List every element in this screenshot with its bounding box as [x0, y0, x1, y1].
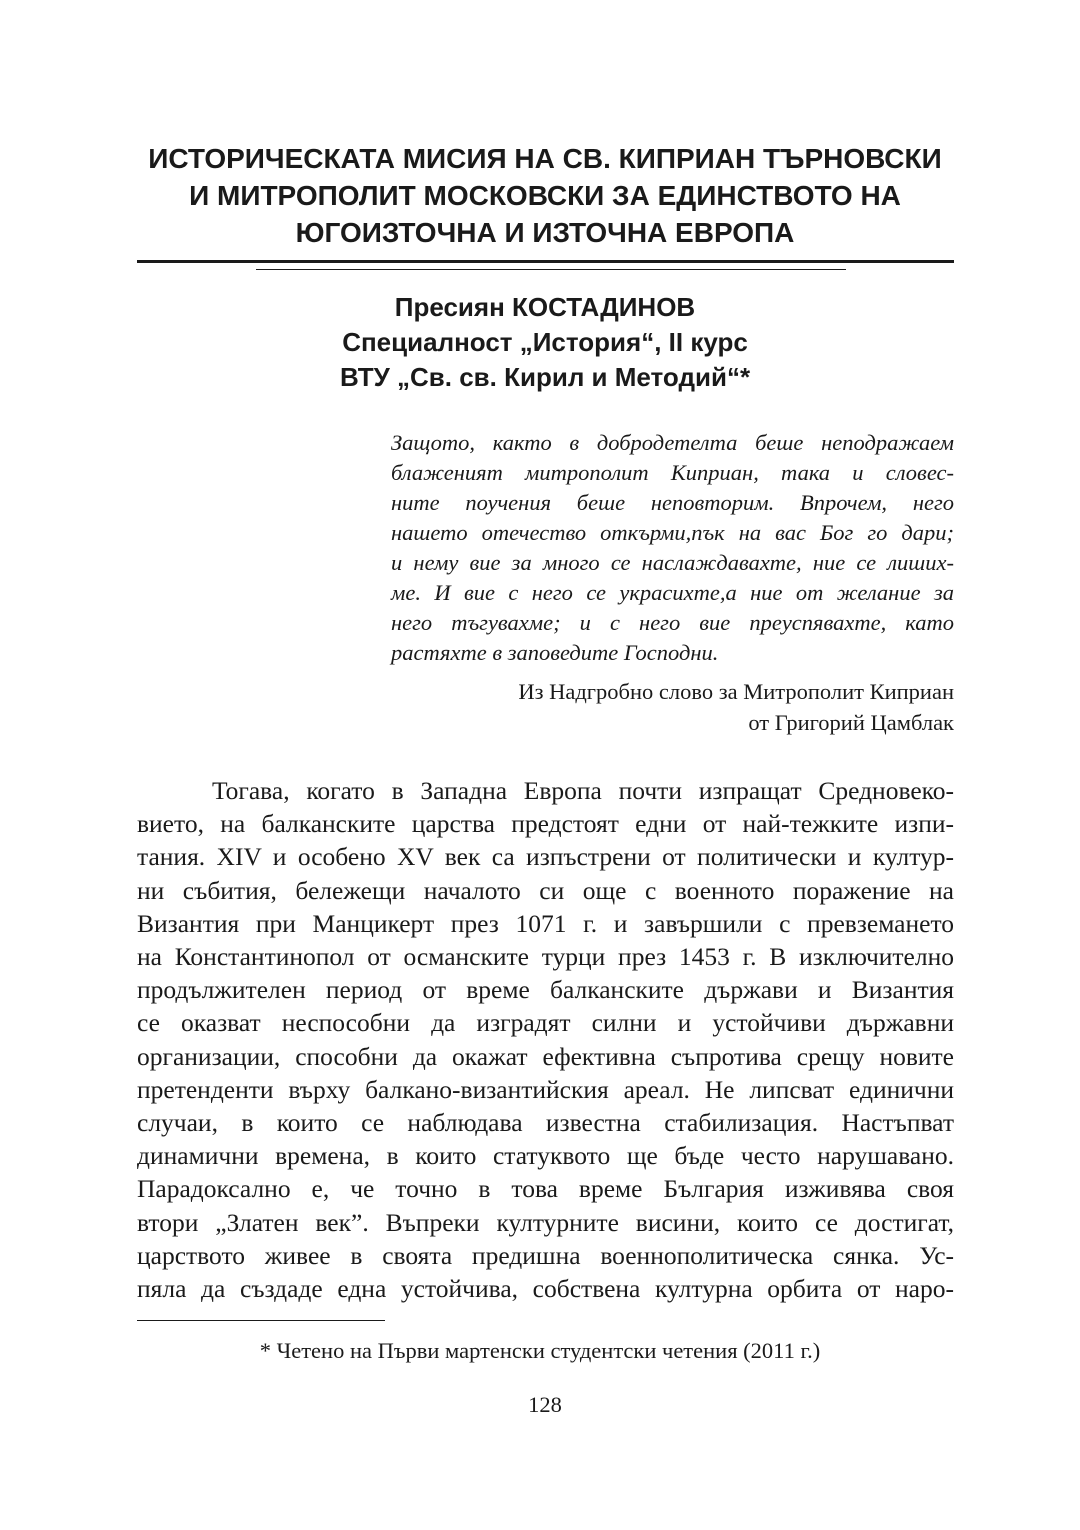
body-line: Парадоксално е, че точно в това време България изживява своя	[137, 1174, 954, 1204]
title-rule-thin	[256, 269, 846, 270]
author-specialty: Специалност „История“, II курс	[342, 327, 748, 357]
body-line: Тогава, когато в Западна Европа почти изпращат Средновеко-	[212, 776, 954, 805]
epigraph-line: блаженият митрополит Киприан, така и словес-	[391, 460, 954, 485]
footnote: * Четено на Първи мартенски студентски четения (2011 г.)	[259, 1338, 821, 1363]
epigraph	[391, 428, 954, 668]
body-line: случаи, в които се наблюдава известна стабилизация. Настъпват	[137, 1108, 954, 1138]
body-line: претенденти върху балкано-византийския ареал. Не липсват единични	[137, 1074, 954, 1104]
body-line: продължителен период от време балканските държави и Византия	[137, 975, 954, 1005]
body-line: ни събития, бележещи началото си още с военното поражение на	[137, 875, 954, 905]
page-number: 128	[528, 1392, 562, 1417]
body-line: се оказват неспособни да изградят силни и устойчиви държавни	[137, 1008, 954, 1038]
epigraph-line: ме. И вие с него се украсихте,а ние от желание за	[391, 580, 954, 605]
epigraph-line: ните поучения беше неповторим. Впрочем, него	[391, 490, 954, 515]
body-line: вието, на балканските царства предстоят едни от най-тежките изпи-	[137, 809, 954, 839]
epigraph-source	[518, 676, 954, 738]
body-line: на Константинопол от османските турци през 1453 г. В изключително	[137, 942, 954, 972]
epigraph-source-line: от Григорий Цамблак	[748, 710, 954, 735]
epigraph-line: нашето отечество откърми,пък на вас Бог го дари;	[391, 520, 954, 545]
body-line: динамични времена, в които статуквото ще бъде често нарушавано.	[137, 1141, 954, 1171]
epigraph-line: него тъгувахме; и с него вие преуспявахте, като	[391, 610, 954, 635]
epigraph-source-line: Из Надгробно слово за Митрополит Киприан	[518, 679, 954, 704]
author-university: ВТУ „Св. св. Кирил и Методий“*	[339, 362, 751, 392]
title-rule-thick	[137, 260, 954, 263]
epigraph-line: и нему вие за много се наслаждавахте, ние се лиших-	[391, 550, 954, 575]
footnote-rule	[137, 1320, 385, 1321]
body-line: втори „Златен век”. Въпреки културните висини, които се достигат,	[137, 1207, 954, 1237]
body-line: царството живее в своята предишна военнополитическа сянка. Ус-	[137, 1240, 954, 1270]
body-line: пяла да създаде една устойчива, собствена културна орбита от наро-	[137, 1274, 954, 1304]
body-line: организации, способни да окажат ефективна съпротива срещу новите	[137, 1041, 954, 1071]
article-title	[130, 140, 960, 251]
title-line: И МИТРОПОЛИТ МОСКОВСКИ ЗА ЕДИНСТВОТО НА	[189, 180, 901, 211]
title-line: ЮГОИЗТОЧНА И ИЗТОЧНА ЕВРОПА	[295, 217, 795, 248]
author-block	[180, 290, 910, 395]
title-line: ИСТОРИЧЕСКАТА МИСИЯ НА СВ. КИПРИАН ТЪРНОВСКИ	[148, 143, 942, 174]
body-text	[137, 774, 954, 1305]
epigraph-line: растяхте в заповедите Господни.	[391, 640, 719, 665]
author-name: Пресиян КОСТАДИНОВ	[394, 292, 696, 322]
epigraph-line: Защото, както в добродетелта беше неподражаем	[391, 430, 954, 455]
body-line: Византия при Манцикерт през 1071 г. и завършили с превземането	[137, 908, 954, 938]
body-line: тания. XIV и особено XV век са изпъстрени от политически и култур-	[137, 842, 954, 872]
